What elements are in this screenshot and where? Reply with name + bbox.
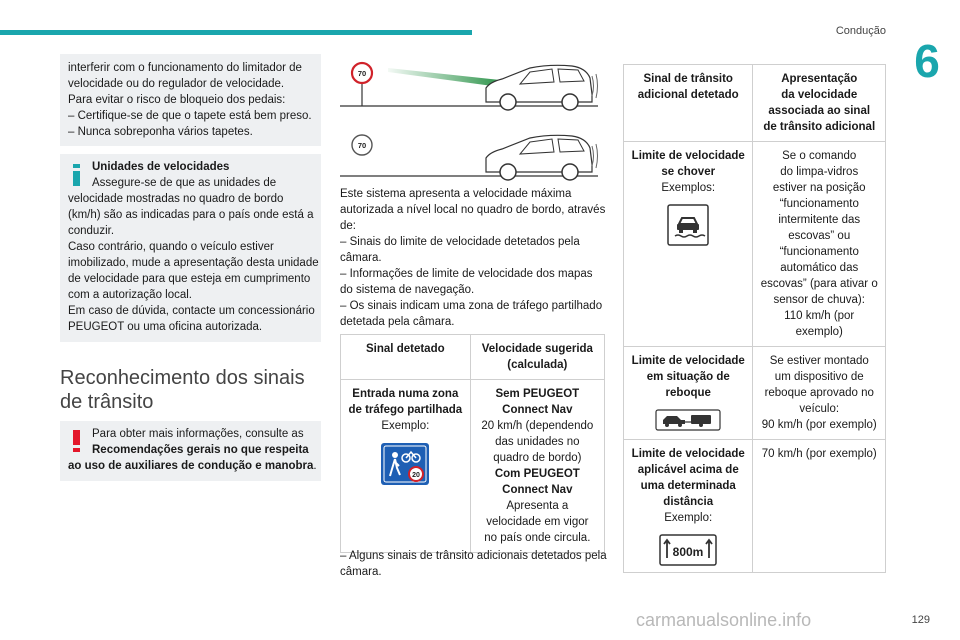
header-accent-bar bbox=[0, 30, 472, 35]
cell-text: aplicável acima de bbox=[637, 464, 739, 476]
table-cell bbox=[753, 142, 886, 347]
text-line: com a autorização local. bbox=[68, 289, 193, 301]
info-icon bbox=[73, 164, 80, 186]
cell-text: das unidades no bbox=[495, 436, 580, 448]
car-wheel bbox=[500, 164, 516, 180]
header-text: Velocidade sugerida bbox=[481, 343, 593, 355]
zone-sign-speed: 20 bbox=[412, 472, 421, 479]
cell-text: do limpa-vidros bbox=[780, 166, 859, 178]
page-number: 129 bbox=[911, 614, 930, 626]
table-row bbox=[341, 380, 605, 553]
text-line: – Alguns sinais de trânsito adicionais detetados pela bbox=[340, 550, 607, 562]
additional-signs-text bbox=[340, 548, 607, 580]
table-cell bbox=[624, 347, 753, 440]
cell-text: Com PEUGEOT bbox=[494, 468, 580, 480]
header-text: (calculada) bbox=[507, 359, 568, 371]
dashboard-speed-illustration bbox=[340, 124, 598, 182]
cell-text: Entrada numa zona bbox=[352, 388, 459, 400]
text-line: de velocidade para que esteja em cumprimento bbox=[68, 273, 311, 285]
text-line: conduzir. bbox=[68, 225, 115, 237]
header-text: Sinal detetado bbox=[366, 343, 445, 355]
cell-text: Sem PEUGEOT bbox=[495, 388, 580, 400]
heading-line: Reconhecimento dos sinais bbox=[60, 367, 305, 389]
cell-text: veículo: bbox=[799, 403, 840, 415]
cell-text: Exemplo: bbox=[381, 420, 430, 432]
cell-text: escovas” (para ativar o bbox=[760, 278, 878, 290]
text-line: – Sinais do limite de velocidade detetados pela bbox=[340, 236, 580, 248]
warning-icon bbox=[73, 430, 80, 452]
text-line: Em caso de dúvida, contacte um concessionário bbox=[68, 305, 315, 317]
cell-text: uma determinada bbox=[640, 480, 736, 492]
text-line: velocidade mostradas no quadro de bordo bbox=[68, 193, 284, 205]
warning-line: Para obter mais informações, consulte as bbox=[92, 428, 304, 440]
system-intro-text bbox=[340, 186, 606, 330]
table-row bbox=[624, 142, 886, 347]
car-wheel bbox=[562, 164, 578, 180]
table-cell bbox=[753, 347, 886, 440]
section-name: Condução bbox=[835, 25, 886, 37]
cell-text: velocidade em vigor bbox=[486, 516, 589, 528]
cell-text: no país onde circula. bbox=[484, 532, 591, 544]
cell-text: Connect Nav bbox=[502, 404, 573, 416]
section-heading bbox=[60, 366, 322, 414]
rain-sign-icon bbox=[667, 204, 709, 246]
cell-text: se chover bbox=[661, 166, 716, 178]
car-wheel bbox=[500, 94, 516, 110]
text-line: velocidade ou do regulador de velocidade. bbox=[68, 78, 285, 90]
header-text: de trânsito adicional bbox=[763, 121, 876, 133]
speed-units-info-box bbox=[60, 154, 321, 342]
chapter-number: 6 bbox=[914, 35, 940, 87]
cell-text: “funcionamento bbox=[779, 246, 859, 258]
header-text: Sinal de trânsito bbox=[643, 73, 733, 85]
table-cell bbox=[624, 440, 753, 573]
cell-text: Limite de velocidade bbox=[631, 150, 745, 162]
cell-text: Se o comando bbox=[782, 150, 857, 162]
text-line: Caso contrário, quando o veículo estiver bbox=[68, 241, 274, 253]
warning-box bbox=[60, 421, 321, 481]
cell-text: Exemplo: bbox=[664, 512, 713, 524]
text-line: câmara. bbox=[340, 566, 382, 578]
table-header bbox=[624, 65, 753, 142]
towing-sign-icon bbox=[655, 409, 721, 431]
header-text: associada ao sinal bbox=[768, 105, 871, 117]
text-line: Assegure-se de que as unidades de bbox=[92, 177, 277, 189]
cell-text: um dispositivo de bbox=[774, 371, 864, 383]
cell-text: exemplo) bbox=[795, 326, 843, 338]
pedal-note-box bbox=[60, 54, 321, 146]
cell-text: automático das bbox=[780, 262, 859, 274]
text-line: Este sistema apresenta a velocidade máxima bbox=[340, 188, 572, 200]
shared-zone-table bbox=[340, 334, 605, 553]
distance-sign-text: 800m bbox=[672, 545, 704, 559]
warning-period: . bbox=[313, 460, 317, 472]
table-row bbox=[624, 440, 886, 573]
table-cell bbox=[341, 380, 471, 553]
cell-text: Exemplos: bbox=[661, 182, 716, 194]
table-header bbox=[753, 65, 886, 142]
shared-zone-sign-icon bbox=[380, 442, 430, 486]
cell-text: 70 km/h (por exemplo) bbox=[761, 448, 877, 460]
table-header bbox=[470, 335, 604, 380]
header-text: adicional detetado bbox=[637, 89, 739, 101]
cell-text: estiver na posição bbox=[772, 182, 866, 194]
header-text: Apresentação bbox=[781, 73, 858, 85]
header-text: da velocidade bbox=[781, 89, 858, 101]
cell-text: 20 km/h (dependendo bbox=[481, 420, 594, 432]
distance-sign-icon bbox=[659, 534, 717, 566]
cell-text: distância bbox=[663, 496, 714, 508]
watermark: carmanualsonline.info bbox=[636, 610, 812, 630]
cell-text: Connect Nav bbox=[502, 484, 573, 496]
text-line: – Certifique-se de que o tapete está bem preso. bbox=[68, 110, 312, 122]
cell-text: sensor de chuva): bbox=[773, 294, 865, 306]
cell-text: quadro de bordo) bbox=[493, 452, 582, 464]
text-line: interferir com o funcionamento do limitador de bbox=[68, 62, 302, 74]
cell-text: “funcionamento bbox=[779, 198, 859, 210]
warning-line: ao uso de auxiliares de condução e manobra bbox=[68, 460, 314, 472]
speed-indicator-value: 70 bbox=[357, 141, 367, 150]
heading-line: de trânsito bbox=[60, 391, 154, 413]
text-line: câmara. bbox=[340, 252, 382, 264]
text-line: do sistema de navegação. bbox=[340, 284, 475, 296]
camera-sign-detection-illustration bbox=[340, 54, 598, 112]
warning-line: Recomendações gerais no que respeita bbox=[92, 444, 309, 456]
text-line: (km/h) são as indicadas para o país onde está a bbox=[68, 209, 314, 221]
camera-beam bbox=[388, 68, 500, 87]
cell-text: de tráfego partilhada bbox=[348, 404, 463, 416]
cell-text: Se estiver montado bbox=[769, 355, 869, 367]
text-line: autorizada a nível local no quadro de bordo, através bbox=[340, 204, 606, 216]
text-line: de: bbox=[340, 220, 356, 232]
cell-text: escovas” ou bbox=[788, 230, 851, 242]
cell-text: Limite de velocidade bbox=[631, 355, 745, 367]
speed-sign-value: 70 bbox=[357, 69, 367, 78]
cell-text: em situação de bbox=[646, 371, 730, 383]
table-header bbox=[341, 335, 471, 380]
text-line: PEUGEOT ou uma oficina autorizada. bbox=[68, 321, 263, 333]
car-wheel bbox=[562, 94, 578, 110]
motion-lines bbox=[592, 144, 598, 168]
table-cell bbox=[624, 142, 753, 347]
text-line: – Nunca sobreponha vários tapetes. bbox=[68, 126, 253, 138]
table-row bbox=[624, 347, 886, 440]
cell-text: reboque aprovado no bbox=[764, 387, 874, 399]
text-line: – Informações de limite de velocidade dos mapas bbox=[340, 268, 593, 280]
text-line: – Os sinais indicam uma zona de tráfego partilhado bbox=[340, 300, 603, 312]
table-cell bbox=[470, 380, 604, 553]
cell-text: 110 km/h (por bbox=[784, 310, 855, 322]
cell-text: reboque bbox=[665, 387, 711, 399]
motion-lines bbox=[592, 74, 598, 98]
cell-text: Apresenta a bbox=[506, 500, 569, 512]
text-line: Para evitar o risco de bloqueio dos pedais: bbox=[68, 94, 286, 106]
cell-text: 90 km/h (por exemplo) bbox=[761, 419, 877, 431]
table-cell bbox=[753, 440, 886, 573]
text-line: imobilizado, mude a apresentação desta unidade bbox=[68, 257, 319, 269]
text-line: detetada pela câmara. bbox=[340, 316, 455, 328]
cell-text: Limite de velocidade bbox=[631, 448, 745, 460]
cell-text: intermitente das bbox=[778, 214, 861, 226]
info-title: Unidades de velocidades bbox=[92, 161, 230, 173]
additional-signs-table bbox=[623, 64, 886, 573]
